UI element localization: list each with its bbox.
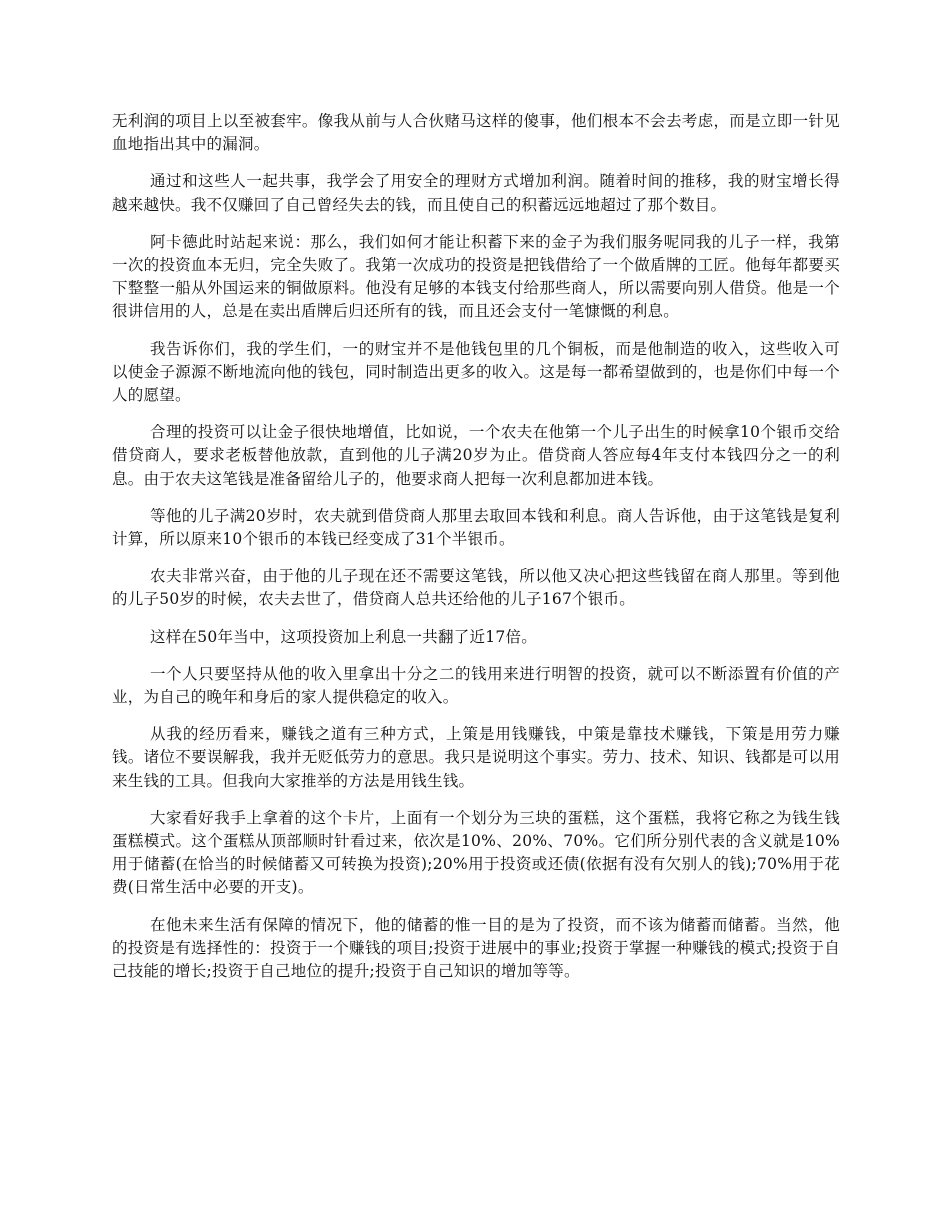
paragraph-7: 农夫非常兴奋，由于他的儿子现在还不需要这笔钱，所以他又决心把这些钱留在商人那里。等到他的儿子50岁的时候，农夫去世了，借贷商人总共还给他的儿子167个银币。 (112, 567, 840, 609)
paragraph-5: 合理的投资可以让金子很快地增值，比如说，一个农夫在他第一个儿子出生的时候拿10个银币交给借贷商人，要求老板替他放款，直到他的儿子满20岁为止。借贷商人答应每4年支付本钱四分之一的利息。由于农夫这笔钱是准备留给儿子的，他要求商人把每一次利息都加进本钱。 (112, 423, 840, 488)
paragraph-2: 通过和这些人一起共事，我学会了用安全的理财方式增加利润。随着时间的推移，我的财宝增长得越来越快。我不仅赚回了自己曾经失去的钱，而且使自己的积蓄远远地超过了那个数目。 (112, 172, 840, 214)
paragraph-3: 阿卡德此时站起来说：那么，我们如何才能让积蓄下来的金子为我们服务呢同我的儿子一样，我第一次的投资血本无归，完全失败了。我第一次成功的投资是把钱借给了一个做盾牌的工匠。他每年都要买下整整一船从外国运来的铜做原料。他没有足够的本钱支付给那些商人，所以需要向别人借贷。他是一个很讲信用的人，总是在卖出盾牌后归还所有的钱，而且还会支付一笔慷慨的利息。 (112, 232, 840, 321)
paragraph-4: 我告诉你们，我的学生们，一的财宝并不是他钱包里的几个铜板，而是他制造的收入，这些收入可以使金子源源不断地流向他的钱包，同时制造出更多的收入。这是每一都希望做到的，也是你们中每一个人的愿望。 (112, 339, 840, 405)
document-body (112, 110, 840, 997)
paragraph-1: 无利润的项目上以至被套牢。像我从前与人合伙赌马这样的傻事，他们根本不会去考虑，而是立即一针见血地指出其中的漏洞。 (112, 112, 840, 154)
paragraph-8: 这样在50年当中，这项投资加上利息一共翻了近17倍。 (150, 627, 537, 646)
paragraph-11: 大家看好我手上拿着的这个卡片，上面有一个划分为三块的蛋糕，这个蛋糕，我将它称之为钱生钱蛋糕模式。这个蛋糕从顶部顺时针看过来，依次是10%、20%、70%。它们所分别代表的含义就是10%用于储蓄(在恰当的时候储蓄又可转换为投资);20%用于投资或还债(依据有没有欠别人的钱);70%用于花费(日常生活中必要的开支)。 (112, 808, 840, 897)
paragraph-10: 从我的经历看来，赚钱之道有三种方式，上策是用钱赚钱，中策是靠技术赚钱，下策是用劳力赚钱。诸位不要误解我，我并无贬低劳力的意思。我只是说明这个事实。劳力、技术、知识、钱都是可以用来生钱的工具。但我向大家推举的方法是用钱生钱。 (112, 725, 840, 790)
paragraph-6: 等他的儿子满20岁时，农夫就到借贷商人那里去取回本钱和利息。商人告诉他，由于这笔钱是复利计算，所以原来10个银币的本钱已经变成了31个半银币。 (112, 506, 840, 549)
paragraph-9: 一个人只要坚持从他的收入里拿出十分之二的钱用来进行明智的投资，就可以不断添置有价值的产业，为自己的晚年和身后的家人提供稳定的收入。 (112, 664, 840, 707)
paragraph-12: 在他未来生活有保障的情况下，他的储蓄的惟一目的是为了投资，而不该为储蓄而储蓄。当然，他的投资是有选择性的：投资于一个赚钱的项目;投资于进展中的事业;投资于掌握一种赚钱的模式;投资于自己技能的增长;投资于自己地位的提升;投资于自己知识的增加等等。 (112, 915, 840, 981)
